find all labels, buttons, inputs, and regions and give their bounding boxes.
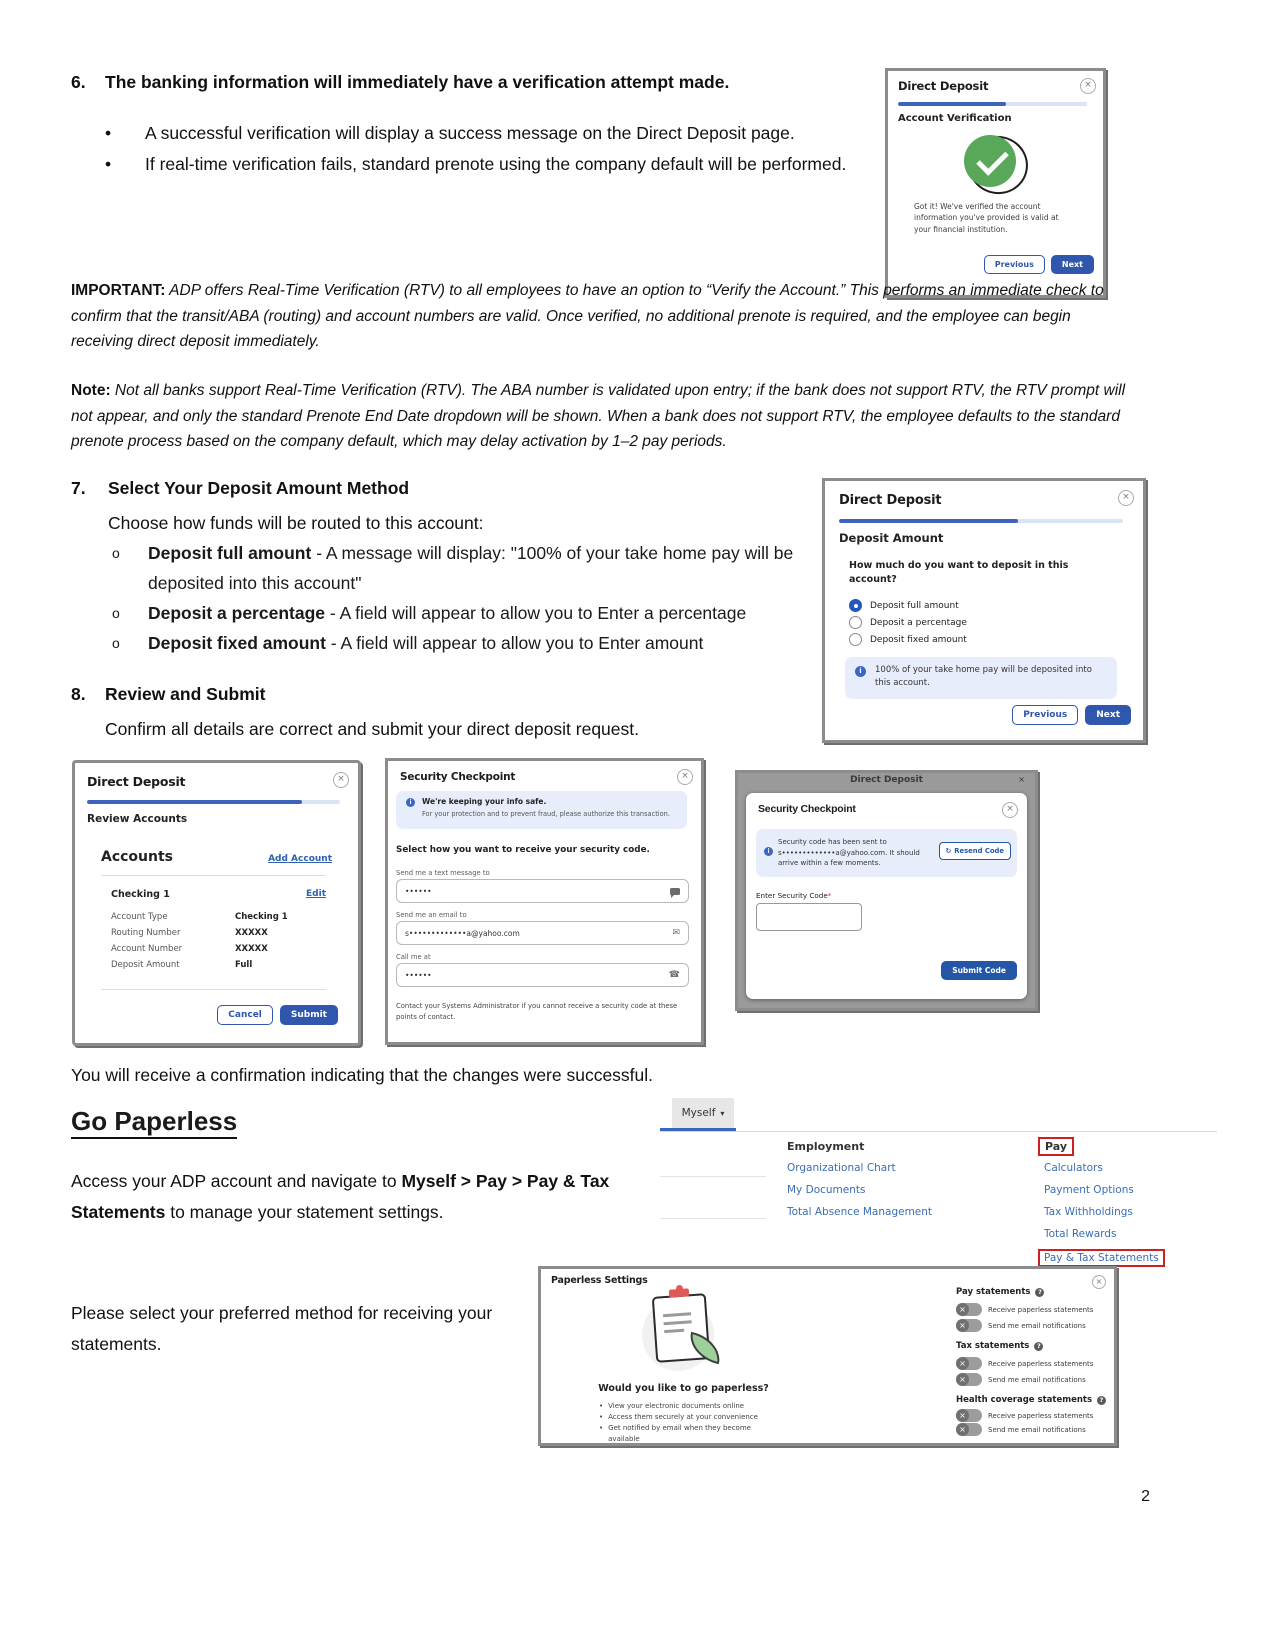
circle-bullet-icon: o: [112, 635, 120, 651]
cancel-button[interactable]: Cancel: [217, 1005, 273, 1025]
account-row-values: [235, 909, 288, 973]
note-text: Not all banks support Real-Time Verification (RTV). The ABA number is validated upon entry; if the bank does not support RTV, the RTV prompt will not appear, and only the standard Prenote End Date dropdown will be shown. When a bank does not support RTV, the employee defaults to the standard prenote process based on the company default, which may delay activation by 1–2 pay periods.: [71, 382, 1126, 450]
toggle-row: [956, 1409, 1093, 1422]
benefit-text: Get notified by email when they become available: [608, 1424, 751, 1443]
tab-myself[interactable]: [672, 1098, 734, 1128]
confirmation-text: You will receive a confirmation indicating that the changes were successful.: [71, 1065, 654, 1085]
row-value: XXXXX: [235, 928, 268, 938]
bullet-text: If real-time verification fails, standard prenote using the company default will be performed.: [145, 154, 847, 174]
row-value: Full: [235, 960, 253, 970]
toggle-label: Receive paperless statements: [988, 1305, 1094, 1314]
bullet-icon: •: [105, 123, 112, 143]
bullet-text: A successful verification will display a success message on the Direct Deposit page.: [145, 123, 795, 143]
option-text: [148, 598, 800, 628]
menu-item-payment-options[interactable]: Payment Options: [1044, 1184, 1134, 1196]
section-title-text: Health coverage statements: [956, 1395, 1093, 1405]
row-label: Deposit Amount: [111, 960, 180, 970]
envelope-icon: ✉: [672, 928, 680, 938]
radio-selected-icon[interactable]: [849, 599, 862, 612]
radio-icon[interactable]: [849, 616, 862, 629]
screenshot-security-checkpoint-2: [735, 770, 1038, 1011]
account-row-labels: [111, 909, 182, 973]
progress-bar: [839, 519, 1123, 523]
close-icon[interactable]: ×: [677, 769, 693, 785]
email-field[interactable]: [396, 921, 689, 945]
deposit-question: How much do you want to deposit in this account?: [849, 560, 1069, 586]
row-label: Account Number: [111, 944, 183, 954]
toggle-off[interactable]: [956, 1319, 982, 1332]
step-8-heading: [71, 684, 265, 705]
list-item: [112, 598, 802, 628]
list-item: [112, 628, 802, 658]
bullet-icon: •: [599, 1413, 604, 1421]
option-rest: - A field will appear to allow you to Enter a percentage: [325, 603, 747, 623]
dialog-step-heading: Review Accounts: [87, 813, 188, 825]
intro-post: to manage your statement settings.: [165, 1202, 444, 1222]
toggle-off[interactable]: [956, 1423, 982, 1436]
security-code-dialog: [746, 793, 1027, 999]
info-icon: i: [855, 666, 866, 677]
toggle-x-icon: ×: [956, 1423, 969, 1436]
divider: [101, 875, 326, 876]
toggle-label: Receive paperless statements: [988, 1359, 1094, 1368]
phone-icon: ☎: [668, 970, 680, 980]
radio-label: Deposit full amount: [870, 600, 959, 611]
close-icon: ×: [1018, 775, 1025, 784]
menu-column-header-pay: [1038, 1135, 1074, 1156]
list-item: [599, 1423, 804, 1445]
field-value: ••••••: [405, 886, 432, 896]
intro-path: Myself > Pay > Pay & Tax Statements: [71, 1171, 610, 1222]
info-icon: i: [764, 847, 773, 856]
screenshot-paperless-settings: [538, 1266, 1117, 1446]
chat-icon: [670, 888, 680, 895]
go-paperless-heading: [71, 1106, 237, 1137]
list-item: [105, 118, 865, 149]
resend-icon: ↻: [945, 847, 952, 855]
list-item: [105, 149, 865, 180]
screenshot-review-accounts: [72, 760, 361, 1046]
submit-button[interactable]: Submit: [280, 1005, 338, 1025]
dialog-title: Paperless Settings: [551, 1275, 648, 1286]
screenshot-myself-menu: [660, 1096, 1217, 1268]
field-label: Send me an email to: [396, 911, 467, 919]
info-text: 100% of your take home pay will be deposited into this account.: [875, 665, 1092, 689]
step-number: 6.: [71, 72, 86, 92]
toggle-x-icon: ×: [956, 1319, 969, 1332]
account-name: Checking 1: [111, 889, 170, 900]
info-banner: [845, 657, 1117, 699]
verification-message: Got it! We've verified the account information you've provided is valid at your financial institution.: [914, 202, 1059, 234]
toggle-label: Send me email notifications: [988, 1321, 1086, 1330]
bullet-icon: •: [599, 1402, 604, 1410]
step-title: Select Your Deposit Amount Method: [108, 478, 410, 498]
step-6-heading: [71, 72, 871, 93]
divider: [660, 1218, 766, 1219]
progress-bar: [898, 102, 1087, 106]
section-title-text: Tax statements: [956, 1341, 1030, 1351]
text-message-field[interactable]: [396, 879, 689, 903]
toggle-row: [956, 1303, 1093, 1316]
previous-button[interactable]: Previous: [1012, 705, 1078, 725]
dialog-title: Security Checkpoint: [400, 771, 516, 783]
field-value: ••••••: [405, 970, 432, 980]
step-7-intro: Choose how funds will be routed to this account:: [108, 513, 484, 533]
option-bold: Deposit fixed amount: [148, 633, 326, 653]
divider: [660, 1131, 1217, 1132]
code-label: [756, 891, 831, 900]
close-icon[interactable]: ×: [333, 772, 349, 788]
section-title-health-coverage-statements: [956, 1395, 1106, 1405]
required-asterisk: *: [827, 891, 832, 900]
toggle-label: Send me email notifications: [988, 1425, 1086, 1434]
note-label: Note:: [71, 382, 111, 399]
radio-deposit-percentage[interactable]: [849, 616, 967, 629]
close-icon[interactable]: ×: [1092, 1275, 1106, 1289]
list-item: [112, 538, 802, 598]
resend-code-button[interactable]: [939, 842, 1011, 860]
circle-bullet-icon: o: [112, 605, 120, 621]
screenshot-deposit-amount: [822, 478, 1146, 743]
close-icon[interactable]: ×: [1002, 802, 1018, 818]
toggle-row: [956, 1423, 1086, 1436]
menu-item-pay-tax-statements[interactable]: [1038, 1246, 1165, 1267]
heading-text: Go Paperless: [71, 1106, 237, 1139]
dialog-title: Direct Deposit: [839, 493, 942, 508]
caret-down-icon: ▾: [720, 1108, 725, 1118]
option-rest: - A message will display: "100% of your take home pay will be deposited into this account": [148, 543, 794, 593]
field-value: s•••••••••••••a@yahoo.com: [405, 928, 520, 938]
add-account-link[interactable]: Add Account: [268, 854, 332, 864]
dialog-buttons: [1012, 705, 1131, 725]
banner-title: We're keeping your info safe.: [422, 797, 547, 806]
menu-item-my-documents[interactable]: My Documents: [787, 1184, 866, 1196]
intro-pre: Access your ADP account and navigate to: [71, 1171, 402, 1191]
security-code-input[interactable]: [756, 903, 862, 931]
paperless-illustration: [636, 1293, 726, 1377]
circle-bullet-icon: o: [112, 545, 120, 561]
close-icon[interactable]: ×: [1118, 490, 1134, 506]
dialog-buttons: [217, 1005, 338, 1025]
menu-column-header-employment: Employment: [787, 1140, 865, 1153]
field-label: Call me at: [396, 953, 431, 961]
list-item: [599, 1401, 804, 1412]
info-banner: [756, 829, 1017, 877]
paperless-question: Would you like to go paperless?: [598, 1383, 769, 1394]
menu-item-tax-withholdings[interactable]: Tax Withholdings: [1044, 1206, 1133, 1218]
radio-label: Deposit fixed amount: [870, 634, 967, 645]
option-bold: Deposit full amount: [148, 543, 312, 563]
select-code-heading: Select how you want to receive your security code.: [396, 845, 650, 855]
menu-item-total-rewards[interactable]: Total Rewards: [1044, 1228, 1117, 1240]
toggle-x-icon: ×: [956, 1303, 969, 1316]
close-icon[interactable]: ×: [1080, 78, 1096, 94]
dialog-step-heading: Deposit Amount: [839, 531, 944, 545]
step-6-bullets: [105, 118, 865, 180]
code-sent-text: Security code has been sent to s•••••••••••••a@yahoo.com. It should arrive within a few moments.: [778, 838, 920, 867]
toggle-off[interactable]: [956, 1303, 982, 1316]
toggle-label: Send me email notifications: [988, 1375, 1086, 1384]
menu-item-total-absence-management[interactable]: Total Absence Management: [787, 1206, 933, 1218]
row-label: Routing Number: [111, 928, 181, 938]
select-method-text: Please select your preferred method for receiving your statements.: [71, 1303, 493, 1354]
row-label: Account Type: [111, 912, 168, 922]
screenshot-account-verification: [885, 68, 1106, 298]
code-label-text: Enter Security Code: [756, 891, 828, 900]
red-highlight-box: Pay: [1038, 1137, 1074, 1156]
bullet-icon: •: [105, 154, 112, 174]
paperless-intro: [71, 1166, 646, 1228]
step-title: The banking information will immediately have a verification attempt made.: [105, 72, 730, 92]
important-paragraph: [71, 278, 1133, 355]
bullet-icon: •: [599, 1424, 604, 1432]
toggle-label: Receive paperless statements: [988, 1411, 1094, 1420]
menu-item-calculators[interactable]: Calculators: [1044, 1162, 1103, 1174]
dialog-title: Security Checkpoint: [758, 803, 856, 815]
toggle-off[interactable]: [956, 1409, 982, 1422]
step-number: 8.: [71, 684, 86, 704]
divider: [660, 1176, 766, 1177]
toggle-row: [956, 1319, 1086, 1332]
question-icon: ?: [1097, 1396, 1106, 1405]
info-banner: [396, 791, 687, 829]
radio-deposit-fixed[interactable]: [849, 633, 967, 646]
important-label: IMPORTANT:: [71, 282, 166, 299]
option-rest: - A field will appear to allow you to Enter amount: [325, 633, 704, 653]
option-text: [148, 628, 800, 658]
benefit-text: View your electronic documents online: [608, 1402, 745, 1410]
radio-label: Deposit a percentage: [870, 617, 967, 628]
row-value: Checking 1: [235, 912, 288, 922]
divider: [101, 989, 326, 990]
row-value: XXXXX: [235, 944, 268, 954]
admin-footer-text: Contact your Systems Administrator if you cannot receive a security code at these points of contact.: [396, 1002, 678, 1021]
screenshot-security-checkpoint-1: [385, 758, 704, 1045]
option-text: [148, 538, 800, 598]
dialog-title: Direct Deposit: [87, 774, 186, 789]
toggle-off[interactable]: [956, 1373, 982, 1386]
step-7-options: [112, 538, 802, 658]
page-number: 2: [1141, 1488, 1150, 1505]
tab-label: Myself: [681, 1107, 716, 1119]
progress-bar: [87, 800, 340, 804]
list-item: [599, 1412, 804, 1423]
toggle-x-icon: ×: [956, 1357, 969, 1370]
step-8-intro: Confirm all details are correct and submit your direct deposit request.: [105, 719, 639, 739]
edit-link[interactable]: Edit: [306, 889, 326, 899]
banner-text: For your protection and to prevent fraud, please authorize this transaction.: [422, 810, 670, 818]
next-button[interactable]: Next: [1051, 255, 1094, 274]
info-icon: i: [406, 798, 415, 807]
success-check-icon: [964, 133, 1022, 191]
option-bold: Deposit a percentage: [148, 603, 325, 623]
dialog-step-heading: Account Verification: [898, 113, 1012, 124]
benefit-text: Access them securely at your convenience: [608, 1413, 758, 1421]
section-title-pay-statements: [956, 1287, 1044, 1297]
radio-icon[interactable]: [849, 633, 862, 646]
section-title-tax-statements: [956, 1341, 1043, 1351]
section-title-text: Pay statements: [956, 1287, 1031, 1297]
step-title: Review and Submit: [105, 684, 266, 704]
toggle-off[interactable]: [956, 1357, 982, 1370]
toggle-row: [956, 1373, 1086, 1386]
question-icon: ?: [1035, 1288, 1044, 1297]
note-paragraph: [71, 378, 1133, 455]
dialog-buttons: [984, 255, 1094, 274]
toggle-x-icon: ×: [956, 1409, 969, 1422]
step-number: 7.: [71, 478, 86, 498]
resend-label: Resend Code: [954, 847, 1004, 855]
field-label: Send me a text message to: [396, 869, 490, 877]
call-field[interactable]: [396, 963, 689, 987]
toggle-x-icon: ×: [956, 1373, 969, 1386]
question-icon: ?: [1034, 1342, 1043, 1351]
paperless-benefits: [599, 1401, 804, 1445]
submit-code-button[interactable]: Submit Code: [941, 961, 1017, 980]
next-button[interactable]: Next: [1085, 705, 1131, 725]
background-dialog-title: Direct Deposit: [850, 775, 923, 785]
previous-button[interactable]: Previous: [984, 255, 1045, 274]
radio-deposit-full[interactable]: [849, 599, 959, 612]
menu-item-organizational-chart[interactable]: Organizational Chart: [787, 1162, 896, 1174]
dialog-title: Direct Deposit: [898, 79, 989, 93]
important-text: ADP offers Real-Time Verification (RTV) to all employees to have an option to “Verify the Account.” This performs an immediate check to confirm that the transit/ABA (routing) and account numbers are valid. Once verified, no additional prenote is required, and the employee can begin receiving direct deposit immediately.: [71, 282, 1104, 350]
toggle-row: [956, 1357, 1093, 1370]
red-highlight-box[interactable]: Pay & Tax Statements: [1038, 1249, 1165, 1267]
accounts-label: Accounts: [101, 849, 174, 865]
step-7-heading: [71, 478, 409, 499]
